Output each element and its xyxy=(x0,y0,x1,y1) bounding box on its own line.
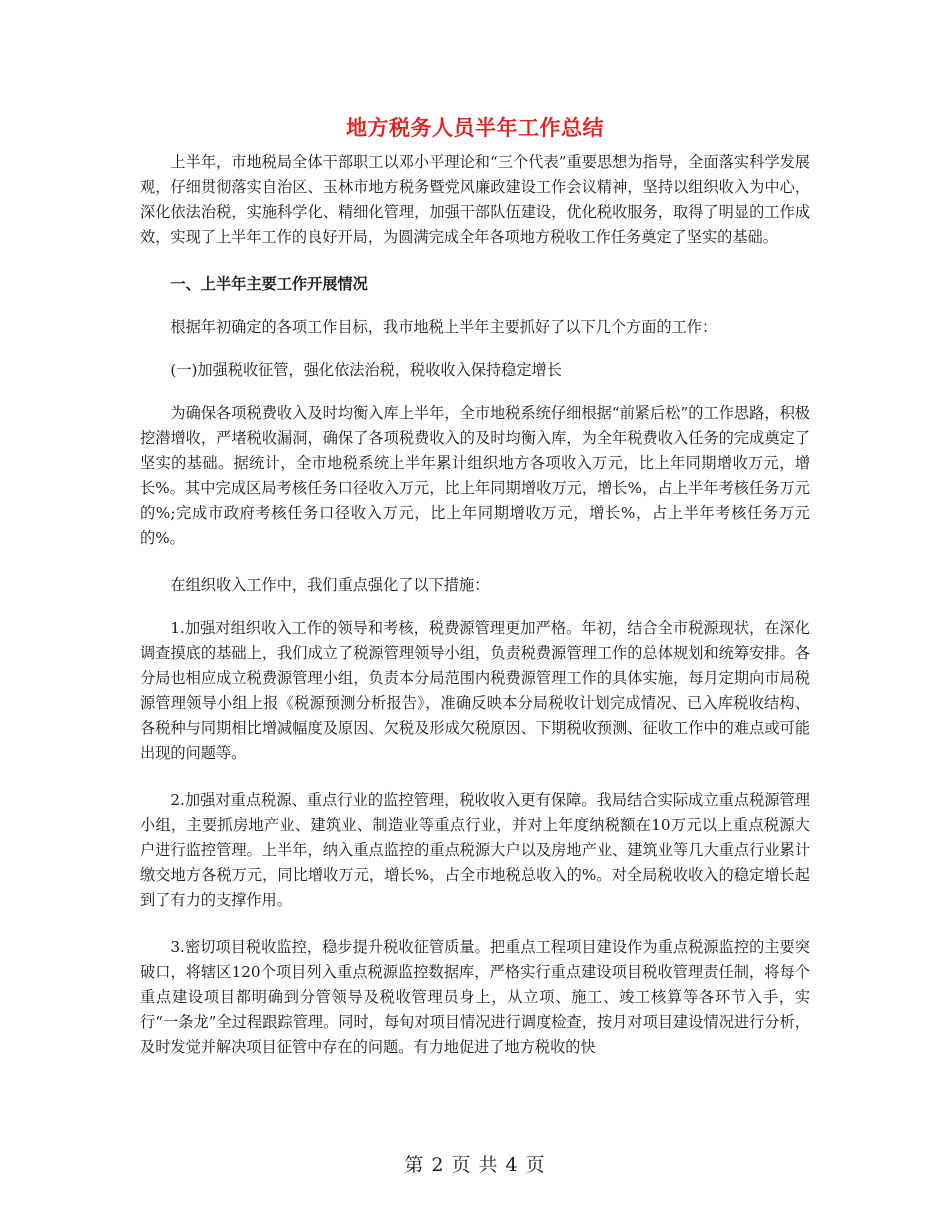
subsection-heading: (一)加强税收征管，强化依法治税，税收收入保持稳定增长 xyxy=(170,361,562,379)
document-title: 地方税务人员半年工作总结 xyxy=(346,115,604,140)
measure-item-3: 3.密切项目税收监控，稳步提升税收征管质量。把重点工程项目建设作为重点税源监控的主要突破口，将辖区120个项目列入重点税源监控数据库，严格实行重点建设项目税收管理责任制，将每个重点建设项目都明确到分管领导及税收管理员身上，从立项、施工、竣工核算等各环节入手，实行“一条龙”全过程跟踪管理。同时，每旬对项目情况进行调度检查，按月对项目建设情况进行分析，及时发觉并解决项目征管中存在的问题。有力地促进了地方税收的快 xyxy=(140,938,810,1056)
measures-lead: 在组织收入工作中，我们重点强化了以下措施： xyxy=(170,576,490,594)
page-number: 第 2 页 共 4 页 xyxy=(404,1154,546,1176)
document-body xyxy=(140,150,810,1074)
subsection-body: 为确保各项税费收入及时均衡入库上半年，全市地税系统仔细根据“前紧后松”的工作思路，积极挖潜增收，严堵税收漏洞，确保了各项税费收入的及时均衡入库，为全年税费收入任务的完成奠定了坚实的基础。据统计，全市地税系统上半年累计组织地方各项收入万元，比上年同期增收万元，增长%。其中完成区局考核任务口径收入万元，比上年同期增收万元，增长%，占上半年考核任务万元的%;完成市政府考核任务口径收入万元，比上年同期增收万元，增长%，占上半年考核任务万元的%。 xyxy=(140,404,810,547)
measure-item-1: 1.加强对组织收入工作的领导和考核，税费源管理更加严格。年初，结合全市税源现状，在深化调查摸底的基础上，我们成立了税源管理领导小组，负责税费源管理工作的总体规划和统筹安排。各分局也相应成立税费源管理小组，负责本分局范围内税费源管理工作的具体实施，每月定期向市局税源管理领导小组上报《税源预测分析报告》，准确反映本分局税收计划完成情况、已入库税收结构、各税种与同期相比增减幅度及原因、欠税及形成欠税原因、下期税收预测、征收工作中的难点或可能出现的问题等。 xyxy=(140,619,810,762)
intro-paragraph: 上半年，市地税局全体干部职工以邓小平理论和“三个代表”重要思想为指导，全面落实科学发展观，仔细贯彻落实自治区、玉林市地方税务暨党风廉政建设工作会议精神，坚持以组织收入为中心，深化依法治税，实施科学化、精细化管理，加强干部队伍建设，优化税收服务，取得了明显的工作成效，实现了上半年工作的良好开局，为圆满完成全年各项地方税收工作任务奠定了坚实的基础。 xyxy=(140,153,810,246)
section-lead: 根据年初确定的各项工作目标，我市地税上半年主要抓好了以下几个方面的工作： xyxy=(170,318,718,336)
measure-item-2: 2.加强对重点税源、重点行业的监控管理，税收收入更有保障。我局结合实际成立重点税源管理小组，主要抓房地产业、建筑业、制造业等重点行业，并对上年度纳税额在10万元以上重点税源大户进行监控管理。上半年，纳入重点监控的重点税源大户以及房地产业、建筑业等几大重点行业累计缴交地方各税万元，同比增收万元，增长%，占全市地税总收入的%。对全局税收收入的稳定增长起到了有力的支撑作用。 xyxy=(140,791,810,909)
section-heading: 一、上半年主要工作开展情况 xyxy=(170,275,368,293)
